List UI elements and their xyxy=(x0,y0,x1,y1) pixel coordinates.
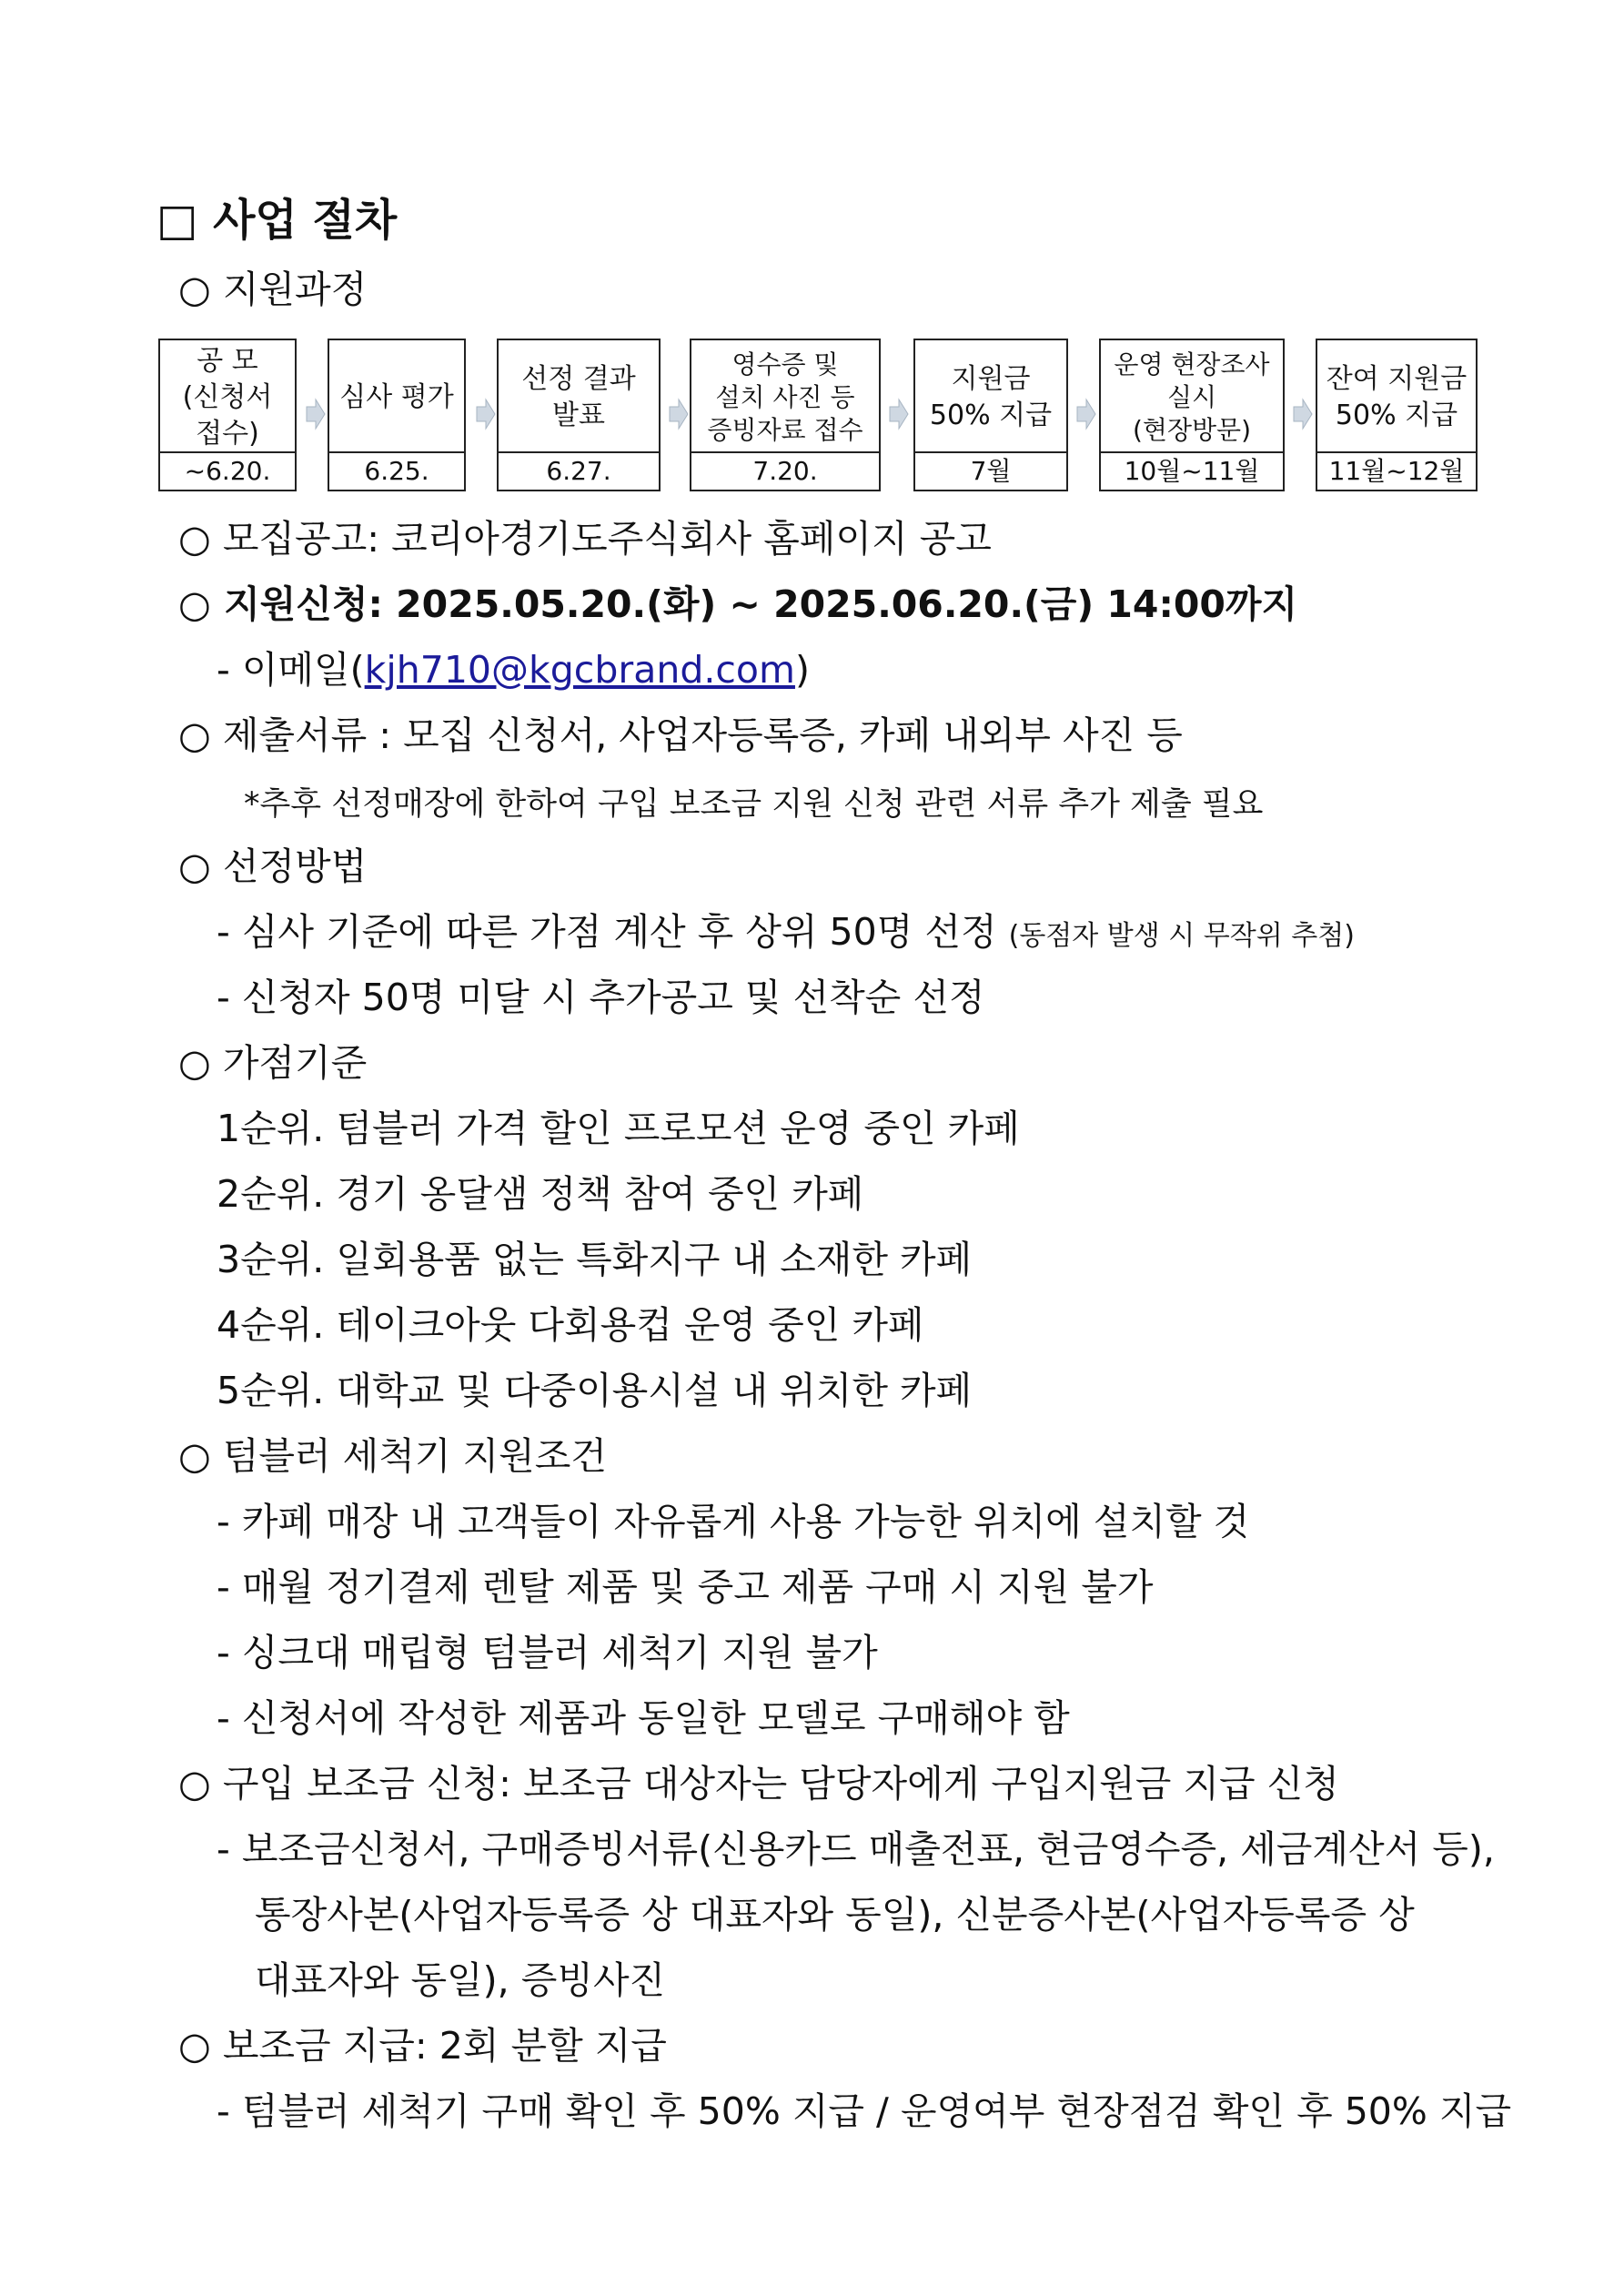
condition-item-4: - 신청서에 작성한 제품과 동일한 모델로 구매해야 함 xyxy=(217,1696,1070,1740)
process-step-date: 10월~11월 xyxy=(1101,451,1283,490)
subsidy-application-heading: ○ 구입 보조금 신청: 보조금 대상자는 담당자에게 구입지원금 지급 신청 xyxy=(178,1762,1339,1805)
condition-item-1: - 카페 매장 내 고객들이 자유롭게 사용 가능한 위치에 설치할 것 xyxy=(217,1500,1250,1543)
section-title: □ 사업 절차 xyxy=(156,195,398,246)
bonus-rank-1: 1순위. 텀블러 가격 할인 프로모션 운영 중인 카페 xyxy=(217,1107,1020,1150)
process-step-date: 6.27. xyxy=(499,451,659,490)
payment-item: - 텀블러 세척기 구매 확인 후 50% 지급 / 운영여부 현장점검 확인 후 50% 지급 xyxy=(217,2089,1512,2133)
process-step-7 xyxy=(1316,339,1478,491)
arrow-right-icon xyxy=(1075,396,1097,432)
bonus-rank-2: 2순위. 경기 옹달샘 정책 참여 중인 카페 xyxy=(217,1172,864,1216)
bullet: ○ xyxy=(178,845,211,888)
email-link[interactable]: kjh710@kgcbrand.com xyxy=(364,648,795,692)
subsidy-application-line-1: - 보조금신청서, 구매증빙서류(신용카드 매출전표, 현금영수증, 세금계산서 등), xyxy=(217,1827,1495,1871)
conditions-heading: ○ 텀블러 세척기 지원조건 xyxy=(178,1434,607,1478)
selection-item-note: (동점자 발생 시 무작위 추첨) xyxy=(1008,920,1355,952)
condition-item-2: - 매월 정기결제 렌탈 제품 및 중고 제품 구매 시 지원 불가 xyxy=(217,1565,1154,1609)
process-step-label: 잔여 지원금 50% 지급 xyxy=(1326,363,1468,431)
process-step-date: 6.25. xyxy=(329,451,464,490)
bonus-heading: ○ 가점기준 xyxy=(178,1041,368,1085)
arrow-right-icon xyxy=(1292,396,1314,432)
application-period: ○ 지원신청: 2025.05.20.(화) ~ 2025.06.20.(금) 14:00까지 xyxy=(178,582,1298,626)
bonus-rank-4: 4순위. 테이크아웃 다회용컵 운영 중인 카페 xyxy=(217,1303,924,1347)
process-step-date: 7.20. xyxy=(691,451,879,490)
payment-heading: ○ 보조금 지급: 2회 분할 지급 xyxy=(178,2024,667,2068)
bullet: ○ xyxy=(178,713,211,757)
process-step-1 xyxy=(158,339,297,491)
selection-heading: ○ 선정방법 xyxy=(178,845,368,888)
arrow-right-icon xyxy=(668,396,690,432)
application-email-line: - 이메일(kjh710@kgcbrand.com) xyxy=(217,648,810,692)
process-step-label: 운영 현장조사 실시 (현장방문) xyxy=(1114,349,1270,445)
selection-item-2: - 신청자 50명 미달 시 추가공고 및 선착순 선정 xyxy=(217,976,985,1019)
process-step-label: 선정 결과 발표 xyxy=(521,363,636,431)
subsidy-application-line-3: 대표자와 동일), 증빙사진 xyxy=(255,1958,666,2002)
process-step-3 xyxy=(497,339,661,491)
process-step-date: 11월~12월 xyxy=(1317,451,1476,490)
process-step-label: 공 모 (신청서 접수) xyxy=(182,345,273,450)
bullet: ○ xyxy=(178,582,211,626)
selection-item-1: - 심사 기준에 따른 가점 계산 후 상위 50명 선정 (동점자 발생 시 무작위 추첨) xyxy=(217,910,1355,954)
subsidy-application-line-2: 통장사본(사업자등록증 상 대표자와 동일), 신분증사본(사업자등록증 상 xyxy=(255,1893,1415,1937)
process-step-5 xyxy=(913,339,1068,491)
arrow-right-icon xyxy=(888,396,910,432)
bullet: ○ xyxy=(178,1762,211,1805)
process-step-date: ~6.20. xyxy=(160,451,295,490)
arrow-right-icon xyxy=(475,396,497,432)
recruit-notice: ○ 모집공고: 코리아경기도주식회사 홈페이지 공고 xyxy=(178,517,992,561)
process-step-label: 지원금 50% 지급 xyxy=(929,363,1053,431)
process-step-label: 심사 평가 xyxy=(339,381,454,413)
bullet: ○ xyxy=(178,517,211,561)
condition-item-3: - 싱크대 매립형 텀블러 세척기 지원 불가 xyxy=(217,1631,878,1674)
process-step-6 xyxy=(1099,339,1285,491)
bullet: ○ xyxy=(178,1434,211,1478)
documents-note: *추후 선정매장에 한하여 구입 보조금 지원 신청 관련 서류 추가 제출 필요 xyxy=(244,786,1264,823)
bullet: ○ xyxy=(178,1041,211,1085)
arrow-right-icon xyxy=(305,396,327,432)
bonus-rank-3: 3순위. 일회용품 없는 특화지구 내 소재한 카페 xyxy=(217,1238,973,1281)
process-step-4 xyxy=(690,339,881,491)
documents-line: ○ 제출서류 : 모집 신청서, 사업자등록증, 카페 내외부 사진 등 xyxy=(178,713,1183,757)
bullet: ○ xyxy=(178,268,211,311)
support-process-heading: ○ 지원과정 xyxy=(178,268,368,311)
process-step-label: 영수증 및 설치 사진 등 증빙자료 접수 xyxy=(707,349,863,445)
bullet: ○ xyxy=(178,2024,211,2068)
bonus-rank-5: 5순위. 대학교 및 다중이용시설 내 위치한 카페 xyxy=(217,1369,973,1412)
process-step-date: 7월 xyxy=(915,451,1066,490)
process-step-2 xyxy=(328,339,466,491)
